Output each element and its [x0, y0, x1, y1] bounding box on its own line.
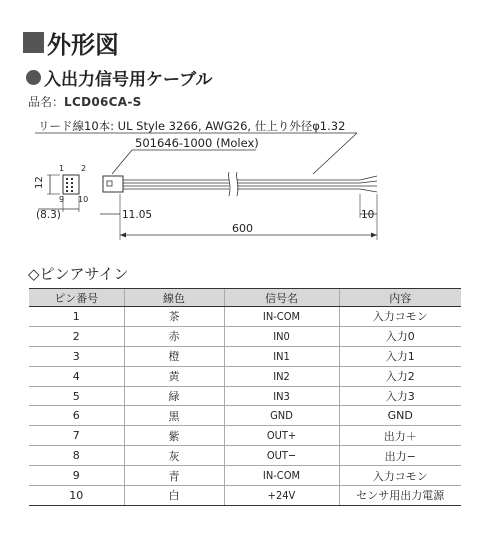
description: 入力2 [339, 366, 461, 386]
pin-number: 2 [29, 326, 124, 346]
description: 入力0 [339, 326, 461, 346]
table-row [29, 326, 461, 346]
signal-name: IN-COM [224, 466, 339, 486]
table-row [29, 307, 461, 327]
description: GND [339, 406, 461, 426]
table-row [29, 446, 461, 466]
cable-drawing [0, 110, 486, 260]
signal-name: IN1 [224, 346, 339, 366]
header-wire-color: 線色 [124, 289, 224, 307]
wire-color: 茶 [124, 307, 224, 327]
pin-number: 5 [29, 386, 124, 406]
signal-name: OUT+ [224, 426, 339, 446]
break-mark [229, 172, 238, 196]
cable-bundle [123, 180, 360, 189]
wire-color: 白 [124, 486, 224, 506]
pin-number: 8 [29, 446, 124, 466]
pin-10-label: 10 [78, 195, 89, 204]
signal-name: IN0 [224, 326, 339, 346]
wire-color: 黒 [124, 406, 224, 426]
description: 出力＋ [339, 426, 461, 446]
signal-name: IN3 [224, 386, 339, 406]
table-row [29, 406, 461, 426]
pin-table-title: ◇ピンアサイン [28, 265, 129, 283]
wire-color: 黄 [124, 366, 224, 386]
pin-number: 10 [29, 486, 124, 506]
width-dimension: (8.3) [36, 209, 61, 221]
model-line [28, 93, 142, 110]
connector-note: 501646-1000 (Molex) [135, 136, 259, 150]
lead-note-leader [313, 133, 357, 174]
description: 入力1 [339, 346, 461, 366]
section-title [23, 28, 119, 59]
description: 入力3 [339, 386, 461, 406]
pin-number: 4 [29, 366, 124, 386]
table-header-row [29, 289, 461, 307]
pin-number: 3 [29, 346, 124, 366]
left-dimension: 11.05 [122, 209, 153, 221]
description: 入力コモン [339, 307, 461, 327]
subsection-title-text: 入出力信号用ケーブル [44, 69, 213, 90]
table-row [29, 486, 461, 506]
pin-1-label: 1 [59, 164, 65, 173]
wire-color: 灰 [124, 446, 224, 466]
signal-name: IN-COM [224, 307, 339, 327]
model-value: LCD06CA-S [64, 95, 142, 109]
header-signal-name: 信号名 [224, 289, 339, 307]
table-row [29, 466, 461, 486]
lead-wire-note: リード線10本: UL Style 3266, AWG26, 仕上り外径φ1.32 [38, 119, 346, 133]
connector-note-leader [112, 150, 132, 174]
pin-assignment-table [29, 288, 461, 506]
table-row [29, 366, 461, 386]
wire-color: 紫 [124, 426, 224, 446]
length-dimension: 600 [232, 222, 253, 235]
wire-color: 橙 [124, 346, 224, 366]
signal-name: IN2 [224, 366, 339, 386]
pin-9-label: 9 [59, 195, 65, 204]
pin-number: 7 [29, 426, 124, 446]
model-label: 品名： [28, 95, 65, 109]
description: 入力コモン [339, 466, 461, 486]
description: センサ用出力電源 [339, 486, 461, 506]
wire-color: 青 [124, 466, 224, 486]
circle-bullet-icon [26, 70, 41, 85]
table-row [29, 346, 461, 366]
connector-side-view [103, 176, 123, 192]
wire-ends [360, 176, 377, 192]
square-bullet-icon [23, 32, 44, 53]
table-row [29, 426, 461, 446]
pin-number: 9 [29, 466, 124, 486]
description: 出力− [339, 446, 461, 466]
pin-number: 1 [29, 307, 124, 327]
wire-color: 赤 [124, 326, 224, 346]
right-dimension: 10 [361, 209, 375, 221]
signal-name: GND [224, 406, 339, 426]
signal-name: +24V [224, 486, 339, 506]
signal-name: OUT− [224, 446, 339, 466]
height-dimension: 12 [34, 176, 45, 189]
subsection-title [26, 67, 213, 90]
pin-number: 6 [29, 406, 124, 426]
section-title-text: 外形図 [47, 30, 119, 59]
header-pin-number: ピン番号 [29, 289, 124, 307]
header-description: 内容 [339, 289, 461, 307]
table-row [29, 386, 461, 406]
wire-color: 緑 [124, 386, 224, 406]
pin-2-label: 2 [81, 164, 87, 173]
